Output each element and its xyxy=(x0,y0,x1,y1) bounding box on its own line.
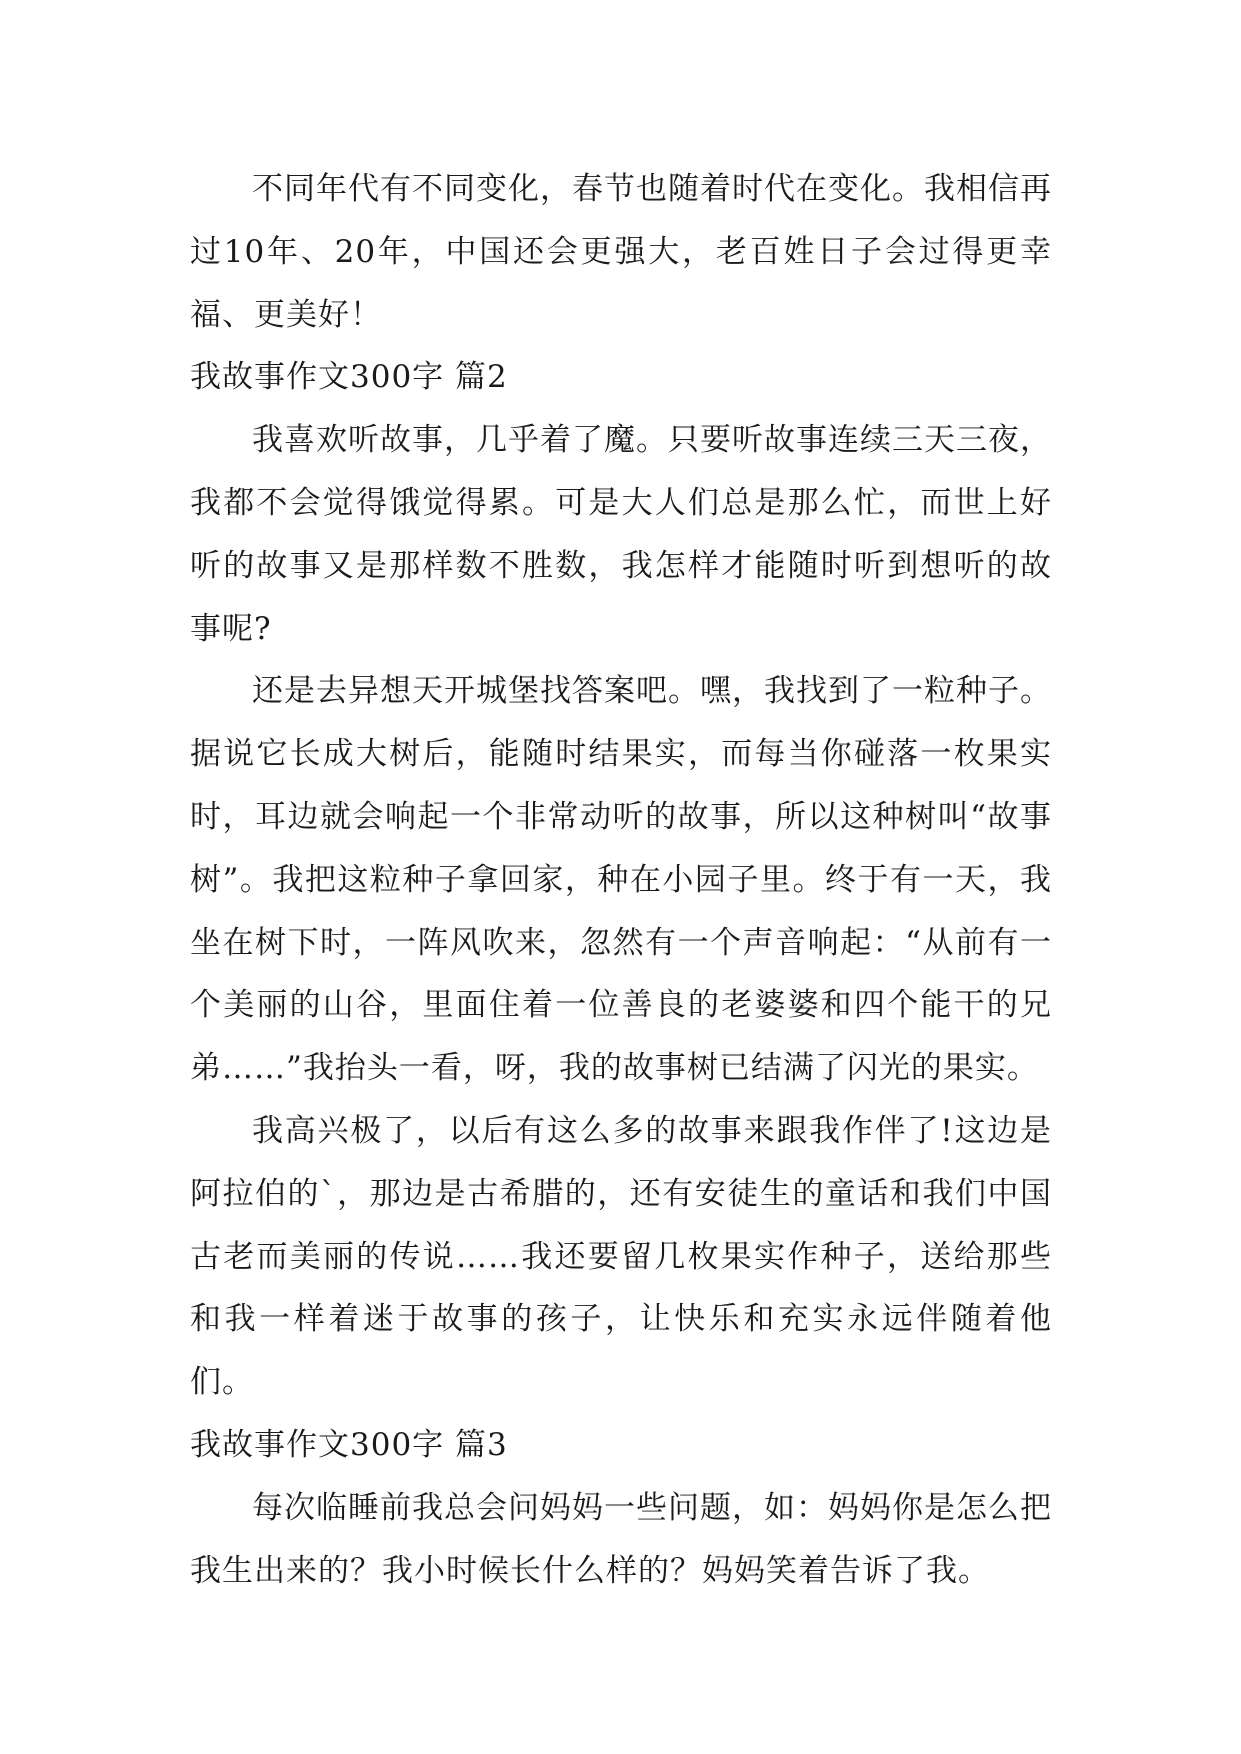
document-body xyxy=(190,158,1052,1602)
paragraph-spring-festival-ending: 不同年代有不同变化，春节也随着时代在变化。我相信再过10年、20年，中国还会更强大，老百姓日子会过得更幸福、更美好！ xyxy=(190,171,1052,333)
paragraph-love-stories: 我喜欢听故事，几乎着了魔。只要听故事连续三天三夜，我都不会觉得饿觉得累。可是大人们总是那么忙，而世上好听的故事又是那样数不胜数，我怎样才能随时听到想听的故事呢? xyxy=(190,422,1052,647)
section-heading-2: 我故事作文300字 篇2 xyxy=(190,359,508,396)
paragraph-bedtime-questions: 每次临睡前我总会问妈妈一些问题，如：妈妈你是怎么把我生出来的？我小时候长什么样的？妈妈笑着告诉了我。 xyxy=(190,1489,1052,1589)
paragraph-story-tree: 还是去异想天开城堡找答案吧。嘿，我找到了一粒种子。据说它长成大树后，能随时结果实，而每当你碰落一枚果实时，耳边就会响起一个非常动听的故事，所以这种树叫“故事树”。我把这粒种子拿回家，种在小园子里。终于有一天，我坐在树下时，一阵风吹来，忽然有一个声音响起：“从前有一个美丽的山谷，里面住着一位善良的老婆婆和四个能干的兄弟……”我抬头一看，呀，我的故事树已结满了闪光的果实。 xyxy=(190,673,1052,1087)
paragraph-happy-ending: 我高兴极了，以后有这么多的故事来跟我作伴了!这边是阿拉伯的`，那边是古希腊的，还有安徒生的童话和我们中国古老而美丽的传说……我还要留几枚果实作种子，送给那些和我一样着迷于故事的孩子，让快乐和充实永远伴随着他们。 xyxy=(190,1112,1052,1401)
section-heading-3: 我故事作文300字 篇3 xyxy=(190,1426,508,1463)
